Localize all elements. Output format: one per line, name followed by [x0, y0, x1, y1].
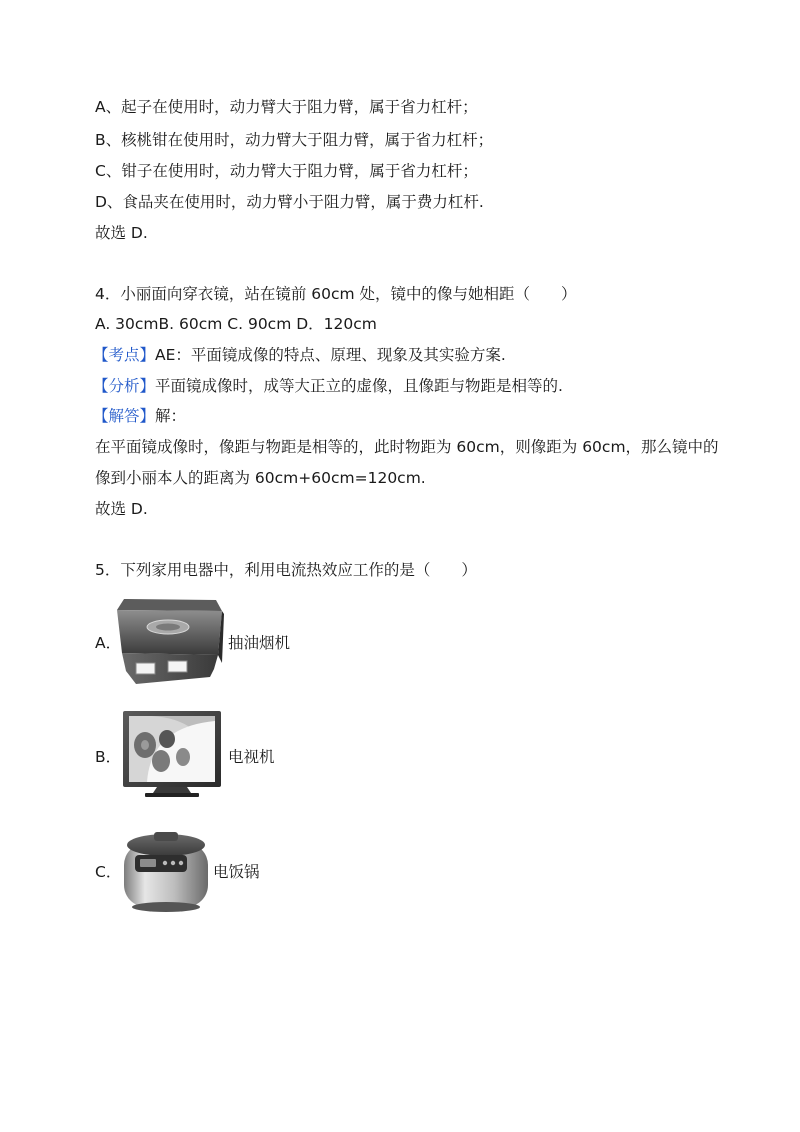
q5-option-b-letter: B． — [95, 748, 122, 766]
q5-stem: 5．下列家用电器中，利用电流热效应工作的是（ ） — [95, 561, 477, 579]
q4-jieda — [93, 406, 186, 426]
q5-option-c-label: 电饭锅 — [213, 863, 260, 881]
q3-option-b-explanation: B、核桃钳在使用时，动力臂大于阻力臂，属于省力杠杆； — [95, 131, 494, 149]
q5-option-a-label: 抽油烟机 — [228, 634, 291, 652]
television-image — [121, 709, 223, 799]
q5-option-b-label: 电视机 — [228, 748, 275, 766]
q5-option-a-letter: A． — [95, 634, 122, 652]
q3-option-d-explanation: D、食品夹在使用时，动力臂小于阻力臂，属于费力杠杆. — [95, 193, 484, 211]
jieda-tag: 【解答】 — [93, 407, 156, 425]
q4-kaodian — [93, 345, 506, 365]
q3-option-a-explanation: A、起子在使用时，动力臂大于阻力臂，属于省力杠杆； — [95, 98, 478, 116]
q3-answer: 故选 D. — [95, 224, 148, 242]
q4-answer: 故选 D. — [95, 500, 148, 518]
kaodian-tag: 【考点】 — [93, 346, 156, 364]
kaodian-text: AE：平面镜成像的特点、原理、现象及其实验方案. — [155, 346, 506, 364]
q3-option-c-explanation: C、钳子在使用时，动力臂大于阻力臂，属于省力杠杆； — [95, 162, 478, 180]
rice-cooker-image — [121, 829, 211, 913]
q4-stem: 4．小丽面向穿衣镜，站在镜前 60cm 处，镜中的像与她相距（ ） — [95, 285, 577, 303]
q4-solution-line-1: 在平面镜成像时，像距与物距是相等的，此时物距为 60cm，则像距为 60cm，那么镜中的 — [95, 438, 719, 456]
q4-choices: A. 30cmB. 60cm C. 90cm D．120cm — [95, 315, 377, 333]
fenxi-tag: 【分析】 — [93, 377, 156, 395]
jieda-text: 解： — [155, 407, 187, 425]
q4-solution-line-2: 像到小丽本人的距离为 60cm+60cm=120cm. — [95, 469, 426, 487]
q5-option-c-letter: C． — [95, 863, 122, 881]
q4-fenxi — [93, 376, 563, 396]
fenxi-text: 平面镜成像时，成等大正立的虚像，且像距与物距是相等的. — [155, 377, 563, 395]
range-hood-image — [114, 597, 224, 685]
